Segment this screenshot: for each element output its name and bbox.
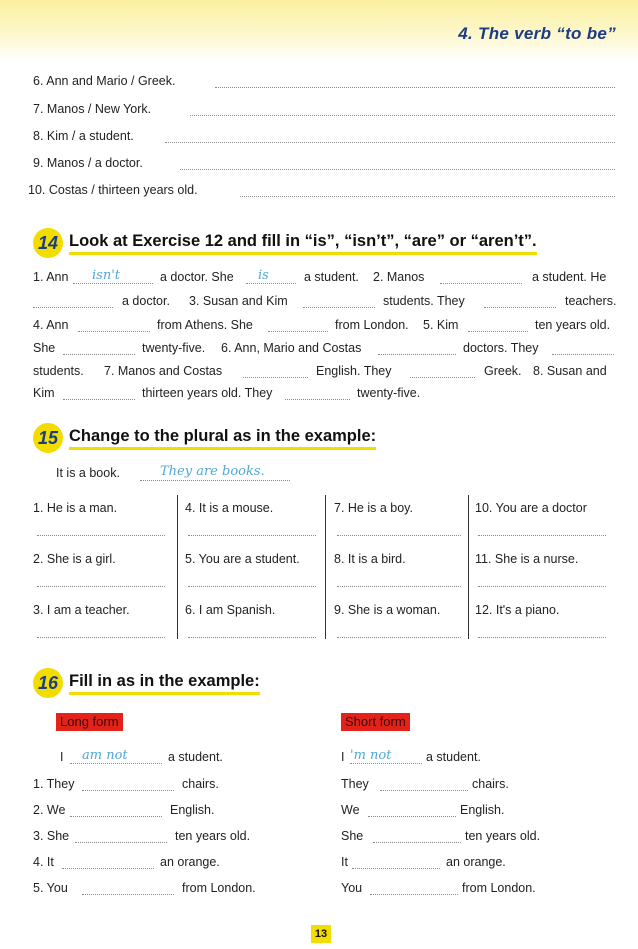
answer-line xyxy=(350,763,422,764)
answer-handwritten: am not xyxy=(82,748,128,763)
answer-line[interactable] xyxy=(33,307,113,308)
answer-line[interactable] xyxy=(37,535,165,536)
text: 3. Susan and Kim xyxy=(189,294,288,308)
answer-handwritten: 'm not xyxy=(350,748,392,763)
answer-line[interactable] xyxy=(240,196,615,197)
subject: 1. They xyxy=(33,777,75,791)
answer-line[interactable] xyxy=(188,535,316,536)
answer-line[interactable] xyxy=(285,399,350,400)
ex15-item: 6. I am Spanish. xyxy=(185,603,276,617)
answer-line[interactable] xyxy=(188,586,316,587)
answer-line[interactable] xyxy=(370,894,458,895)
rest-text: chairs. xyxy=(182,777,219,791)
answer-line[interactable] xyxy=(337,637,461,638)
text: a doctor. xyxy=(122,294,170,308)
page-number: 13 xyxy=(311,925,331,943)
rest-text: an orange. xyxy=(446,855,506,869)
answer-line[interactable] xyxy=(165,142,615,143)
ex15-item: 12. It's a piano. xyxy=(475,603,560,617)
text: Kim xyxy=(33,386,55,400)
answer-line[interactable] xyxy=(410,377,475,378)
answer-line[interactable] xyxy=(190,115,615,116)
answer-line xyxy=(140,480,290,481)
subject: They xyxy=(341,777,369,791)
exercise-number-badge: 14 xyxy=(33,228,63,258)
text: Greek. xyxy=(484,364,522,378)
ex15-item: 1. He is a man. xyxy=(33,501,118,515)
short-form-label: Short form xyxy=(341,713,410,731)
rest-text: from London. xyxy=(462,881,536,895)
answer-line[interactable] xyxy=(368,816,456,817)
text: a doctor. She xyxy=(160,270,234,284)
column-divider xyxy=(468,495,469,639)
answer-handwritten: is xyxy=(258,268,269,283)
ex15-example-prompt: It is a book. xyxy=(56,466,120,480)
rest-text: from London. xyxy=(182,881,256,895)
text: doctors. They xyxy=(463,341,539,355)
rest-text: a student. xyxy=(426,750,481,764)
ex15-item: 11. She is a nurse. xyxy=(475,552,579,566)
answer-line[interactable] xyxy=(337,535,461,536)
chapter-title: 4. The verb “to be” xyxy=(458,24,616,43)
text: students. They xyxy=(383,294,465,308)
column-divider xyxy=(325,495,326,639)
answer-handwritten: isn't xyxy=(92,268,120,283)
subject: I xyxy=(60,750,64,764)
text: 1. Ann xyxy=(33,270,69,284)
ex15-item: 10. You are a doctor xyxy=(475,501,587,515)
ex15-item: 5. You are a student. xyxy=(185,552,300,566)
ex13-item-9: 9. Manos / a doctor. xyxy=(33,156,143,170)
text: thirteen years old. They xyxy=(142,386,273,400)
ex15-heading xyxy=(33,423,376,453)
answer-line[interactable] xyxy=(380,790,468,791)
ex15-item: 2. She is a girl. xyxy=(33,552,116,566)
answer-line[interactable] xyxy=(303,307,375,308)
text: from London. xyxy=(335,318,409,332)
answer-line[interactable] xyxy=(82,790,174,791)
exercise-title: Change to the plural as in the example: xyxy=(69,427,376,450)
answer-line[interactable] xyxy=(478,586,606,587)
answer-line[interactable] xyxy=(484,307,556,308)
subject: 4. It xyxy=(33,855,54,869)
answer-line[interactable] xyxy=(62,868,154,869)
answer-line[interactable] xyxy=(63,354,135,355)
rest-text: a student. xyxy=(168,750,223,764)
ex13-item-7: 7. Manos / New York. xyxy=(33,102,152,116)
ex13-item-10: 10. Costas / thirteen years old. xyxy=(28,183,198,197)
answer-line[interactable] xyxy=(243,377,308,378)
text: 7. Manos and Costas xyxy=(104,364,223,378)
subject: 3. She xyxy=(33,829,70,843)
answer-line[interactable] xyxy=(82,894,174,895)
exercise-title: Look at Exercise 12 and fill in “is”, “isn’t”, “are” or “aren’t”. xyxy=(69,232,537,255)
rest-text: ten years old. xyxy=(465,829,541,843)
ex13-item-8: 8. Kim / a student. xyxy=(33,129,134,143)
rest-text: English. xyxy=(170,803,215,817)
text: twenty-five. xyxy=(357,386,421,400)
answer-line[interactable] xyxy=(180,169,615,170)
text: twenty-five. xyxy=(142,341,206,355)
answer-line[interactable] xyxy=(246,283,296,284)
exercise-number-badge: 16 xyxy=(33,668,63,698)
answer-line[interactable] xyxy=(37,637,165,638)
text: a student. He xyxy=(532,270,607,284)
answer-line[interactable] xyxy=(37,586,165,587)
text: 5. Kim xyxy=(423,318,459,332)
answer-line[interactable] xyxy=(468,331,528,332)
ex15-item: 3. I am a teacher. xyxy=(33,603,130,617)
rest-text: ten years old. xyxy=(175,829,251,843)
subject: You xyxy=(341,881,363,895)
text: a student. xyxy=(304,270,359,284)
text: 6. Ann, Mario and Costas xyxy=(221,341,362,355)
column-divider xyxy=(177,495,178,639)
text: teachers. xyxy=(565,294,617,308)
ex15-item: 9. She is a woman. xyxy=(334,603,441,617)
answer-line[interactable] xyxy=(552,354,614,355)
text: students. xyxy=(33,364,84,378)
ex15-item: 4. It is a mouse. xyxy=(185,501,274,515)
text: ten years old. xyxy=(535,318,611,332)
ex15-item: 8. It is a bird. xyxy=(334,552,406,566)
answer-line[interactable] xyxy=(268,331,328,332)
text: 8. Susan and xyxy=(533,364,607,378)
text: English. They xyxy=(316,364,392,378)
answer-line[interactable] xyxy=(70,816,162,817)
text: from Athens. She xyxy=(157,318,253,332)
answer-line xyxy=(70,763,162,764)
text: 4. Ann xyxy=(33,318,69,332)
answer-line[interactable] xyxy=(478,535,606,536)
answer-line[interactable] xyxy=(373,842,461,843)
answer-line[interactable] xyxy=(188,637,316,638)
long-form-label: Long form xyxy=(56,713,123,731)
answer-line[interactable] xyxy=(75,842,167,843)
subject: We xyxy=(341,803,360,817)
ex13-item-6: 6. Ann and Mario / Greek. xyxy=(33,74,176,88)
ex16-heading xyxy=(33,668,260,698)
subject: 5. You xyxy=(33,881,68,895)
answer-line[interactable] xyxy=(337,586,461,587)
subject: 2. We xyxy=(33,803,66,817)
subject: I xyxy=(341,750,345,764)
text: 2. Manos xyxy=(373,270,425,284)
answer-line[interactable] xyxy=(78,331,150,332)
rest-text: chairs. xyxy=(472,777,509,791)
answer-line[interactable] xyxy=(478,637,606,638)
ex15-item: 7. He is a boy. xyxy=(334,501,413,515)
subject: She xyxy=(341,829,364,843)
answer-line[interactable] xyxy=(215,87,615,88)
ex15-example-answer: They are books. xyxy=(160,464,265,479)
answer-line[interactable] xyxy=(352,868,440,869)
exercise-number-badge: 15 xyxy=(33,423,63,453)
subject: It xyxy=(341,855,348,869)
rest-text: English. xyxy=(460,803,505,817)
rest-text: an orange. xyxy=(160,855,220,869)
answer-line[interactable] xyxy=(440,283,522,284)
answer-line[interactable] xyxy=(73,283,153,284)
answer-line[interactable] xyxy=(63,399,135,400)
exercise-title: Fill in as in the example: xyxy=(69,672,260,695)
ex14-heading xyxy=(33,228,537,258)
text: She xyxy=(33,341,56,355)
answer-line[interactable] xyxy=(378,354,456,355)
